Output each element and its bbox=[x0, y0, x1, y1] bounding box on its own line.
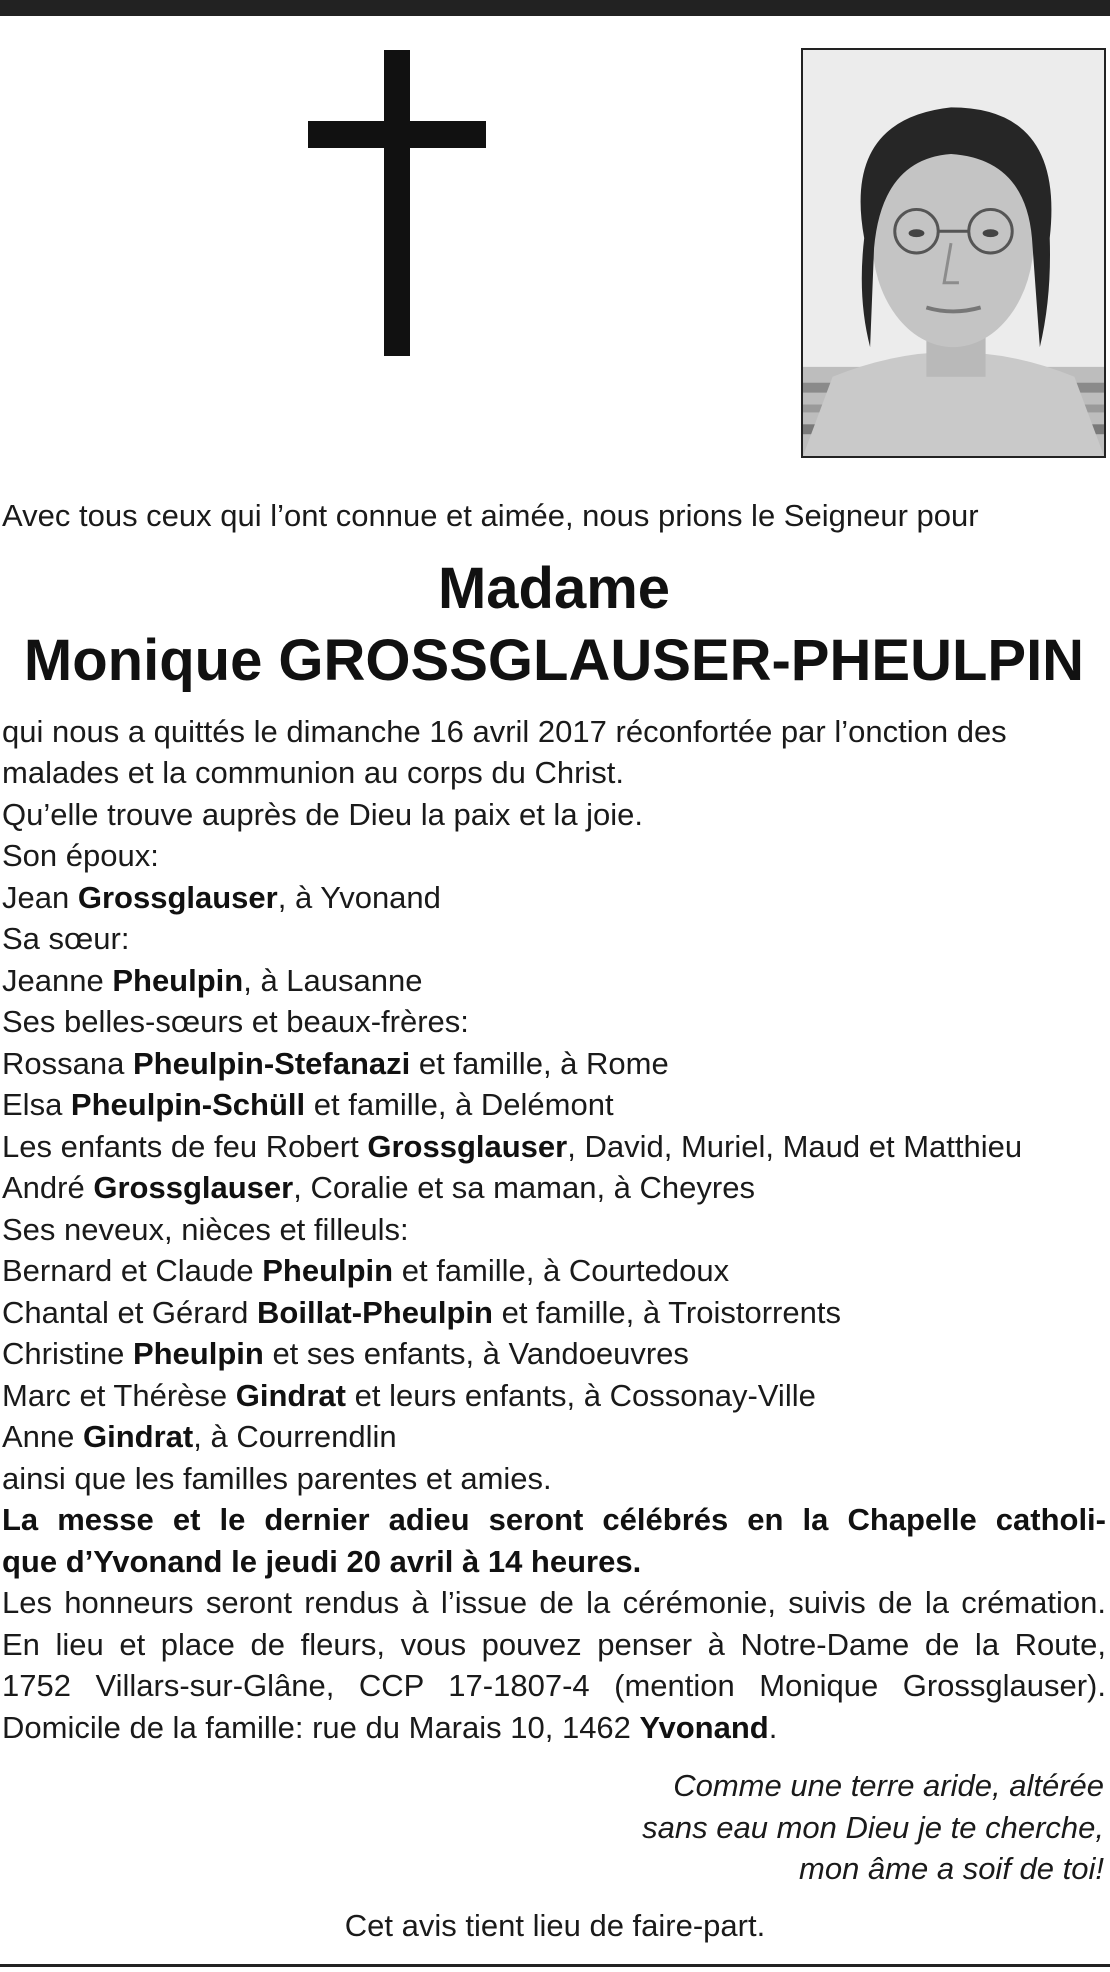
domicile-line: Domicile de la famille: rue du Marais 10, 1462 Yvonand. bbox=[2, 1709, 778, 1745]
family-member-line: André Grossglauser, Coralie et sa maman, à Cheyres bbox=[2, 1170, 755, 1205]
spouse-line: Jean Grossglauser, à Yvonand bbox=[2, 879, 441, 915]
family-member-line: Christine Pheulpin et ses enfants, à Vandoeuvres bbox=[2, 1336, 689, 1371]
family-member-line: Bernard et Claude Pheulpin et famille, à Courtedoux bbox=[2, 1253, 730, 1288]
psalm-line: Comme une terre aride, altérée bbox=[673, 1768, 1104, 1803]
spouse-heading: Son époux: bbox=[2, 838, 159, 873]
sister-line: Jeanne Pheulpin, à Lausanne bbox=[2, 962, 423, 998]
nephews-heading: Ses neveux, nièces et filleuls: bbox=[2, 1211, 409, 1247]
honorific: Madame bbox=[437, 555, 671, 621]
notice-text bbox=[2, 495, 1106, 1748]
honours-line: Les honneurs seront rendus à l’issue de la cérémonie, suivis de la crémation. bbox=[2, 1585, 1106, 1620]
mass-line-1: La messe et le dernier adieu seront célébrés en la Chapelle catholi- bbox=[2, 1502, 1106, 1537]
psalm-quote bbox=[642, 1765, 1104, 1890]
family-member-line: Marc et Thérèse Gindrat et leurs enfants, à Cossonay-Ville bbox=[2, 1377, 816, 1413]
sister-heading: Sa sœur: bbox=[2, 921, 130, 956]
flowers-line-1: En lieu et place de fleurs, vous pouvez penser à Notre-Dame de la Route, bbox=[2, 1626, 1106, 1662]
psalm-line: sans eau mon Dieu je te cherche, bbox=[642, 1809, 1104, 1845]
flowers-line-2: 1752 Villars-sur-Glâne, CCP 17-1807-4 (mention Monique Grossglauser). bbox=[2, 1668, 1106, 1703]
family-member-line: Les enfants de feu Robert Grossglauser, David, Muriel, Maud et Matthieu bbox=[2, 1128, 1023, 1164]
bottom-border bbox=[0, 1964, 1110, 1967]
family-member-line: Anne Gindrat, à Courrendlin bbox=[2, 1419, 397, 1454]
family-member-line: Rossana Pheulpin-Stefanazi et famille, à Rome bbox=[2, 1045, 669, 1081]
inlaws-heading: Ses belles-sœurs et beaux-frères: bbox=[2, 1004, 469, 1039]
portrait-photo bbox=[801, 48, 1106, 458]
relatives-line: ainsi que les familles parentes et amies. bbox=[2, 1460, 552, 1496]
death-line-1: qui nous a quittés le dimanche 16 avril 2017 réconfortée par l’onction des bbox=[2, 713, 1007, 749]
psalm-line: mon âme a soif de toi! bbox=[799, 1851, 1104, 1886]
death-line-2: malades et la communion au corps du Christ. bbox=[2, 755, 625, 790]
mass-line-2: que d’Yvonand le jeudi 20 avril à 14 heures. bbox=[2, 1543, 642, 1579]
family-member-line: Chantal et Gérard Boillat-Pheulpin et famille, à Troistorrents bbox=[2, 1294, 841, 1330]
family-member-line: Elsa Pheulpin-Schüll et famille, à Delémont bbox=[2, 1087, 614, 1122]
full-name: Monique GROSSGLAUSER-PHEULPIN bbox=[23, 627, 1085, 693]
prayer-line: Qu’elle trouve auprès de Dieu la paix et la joie. bbox=[2, 796, 644, 832]
footer-note: Cet avis tient lieu de faire-part. bbox=[344, 1908, 766, 1943]
intro-line: Avec tous ceux qui l’ont connue et aimée, nous prions le Seigneur pour bbox=[2, 498, 979, 533]
deceased-name bbox=[2, 553, 1106, 697]
top-border bbox=[0, 0, 1110, 16]
